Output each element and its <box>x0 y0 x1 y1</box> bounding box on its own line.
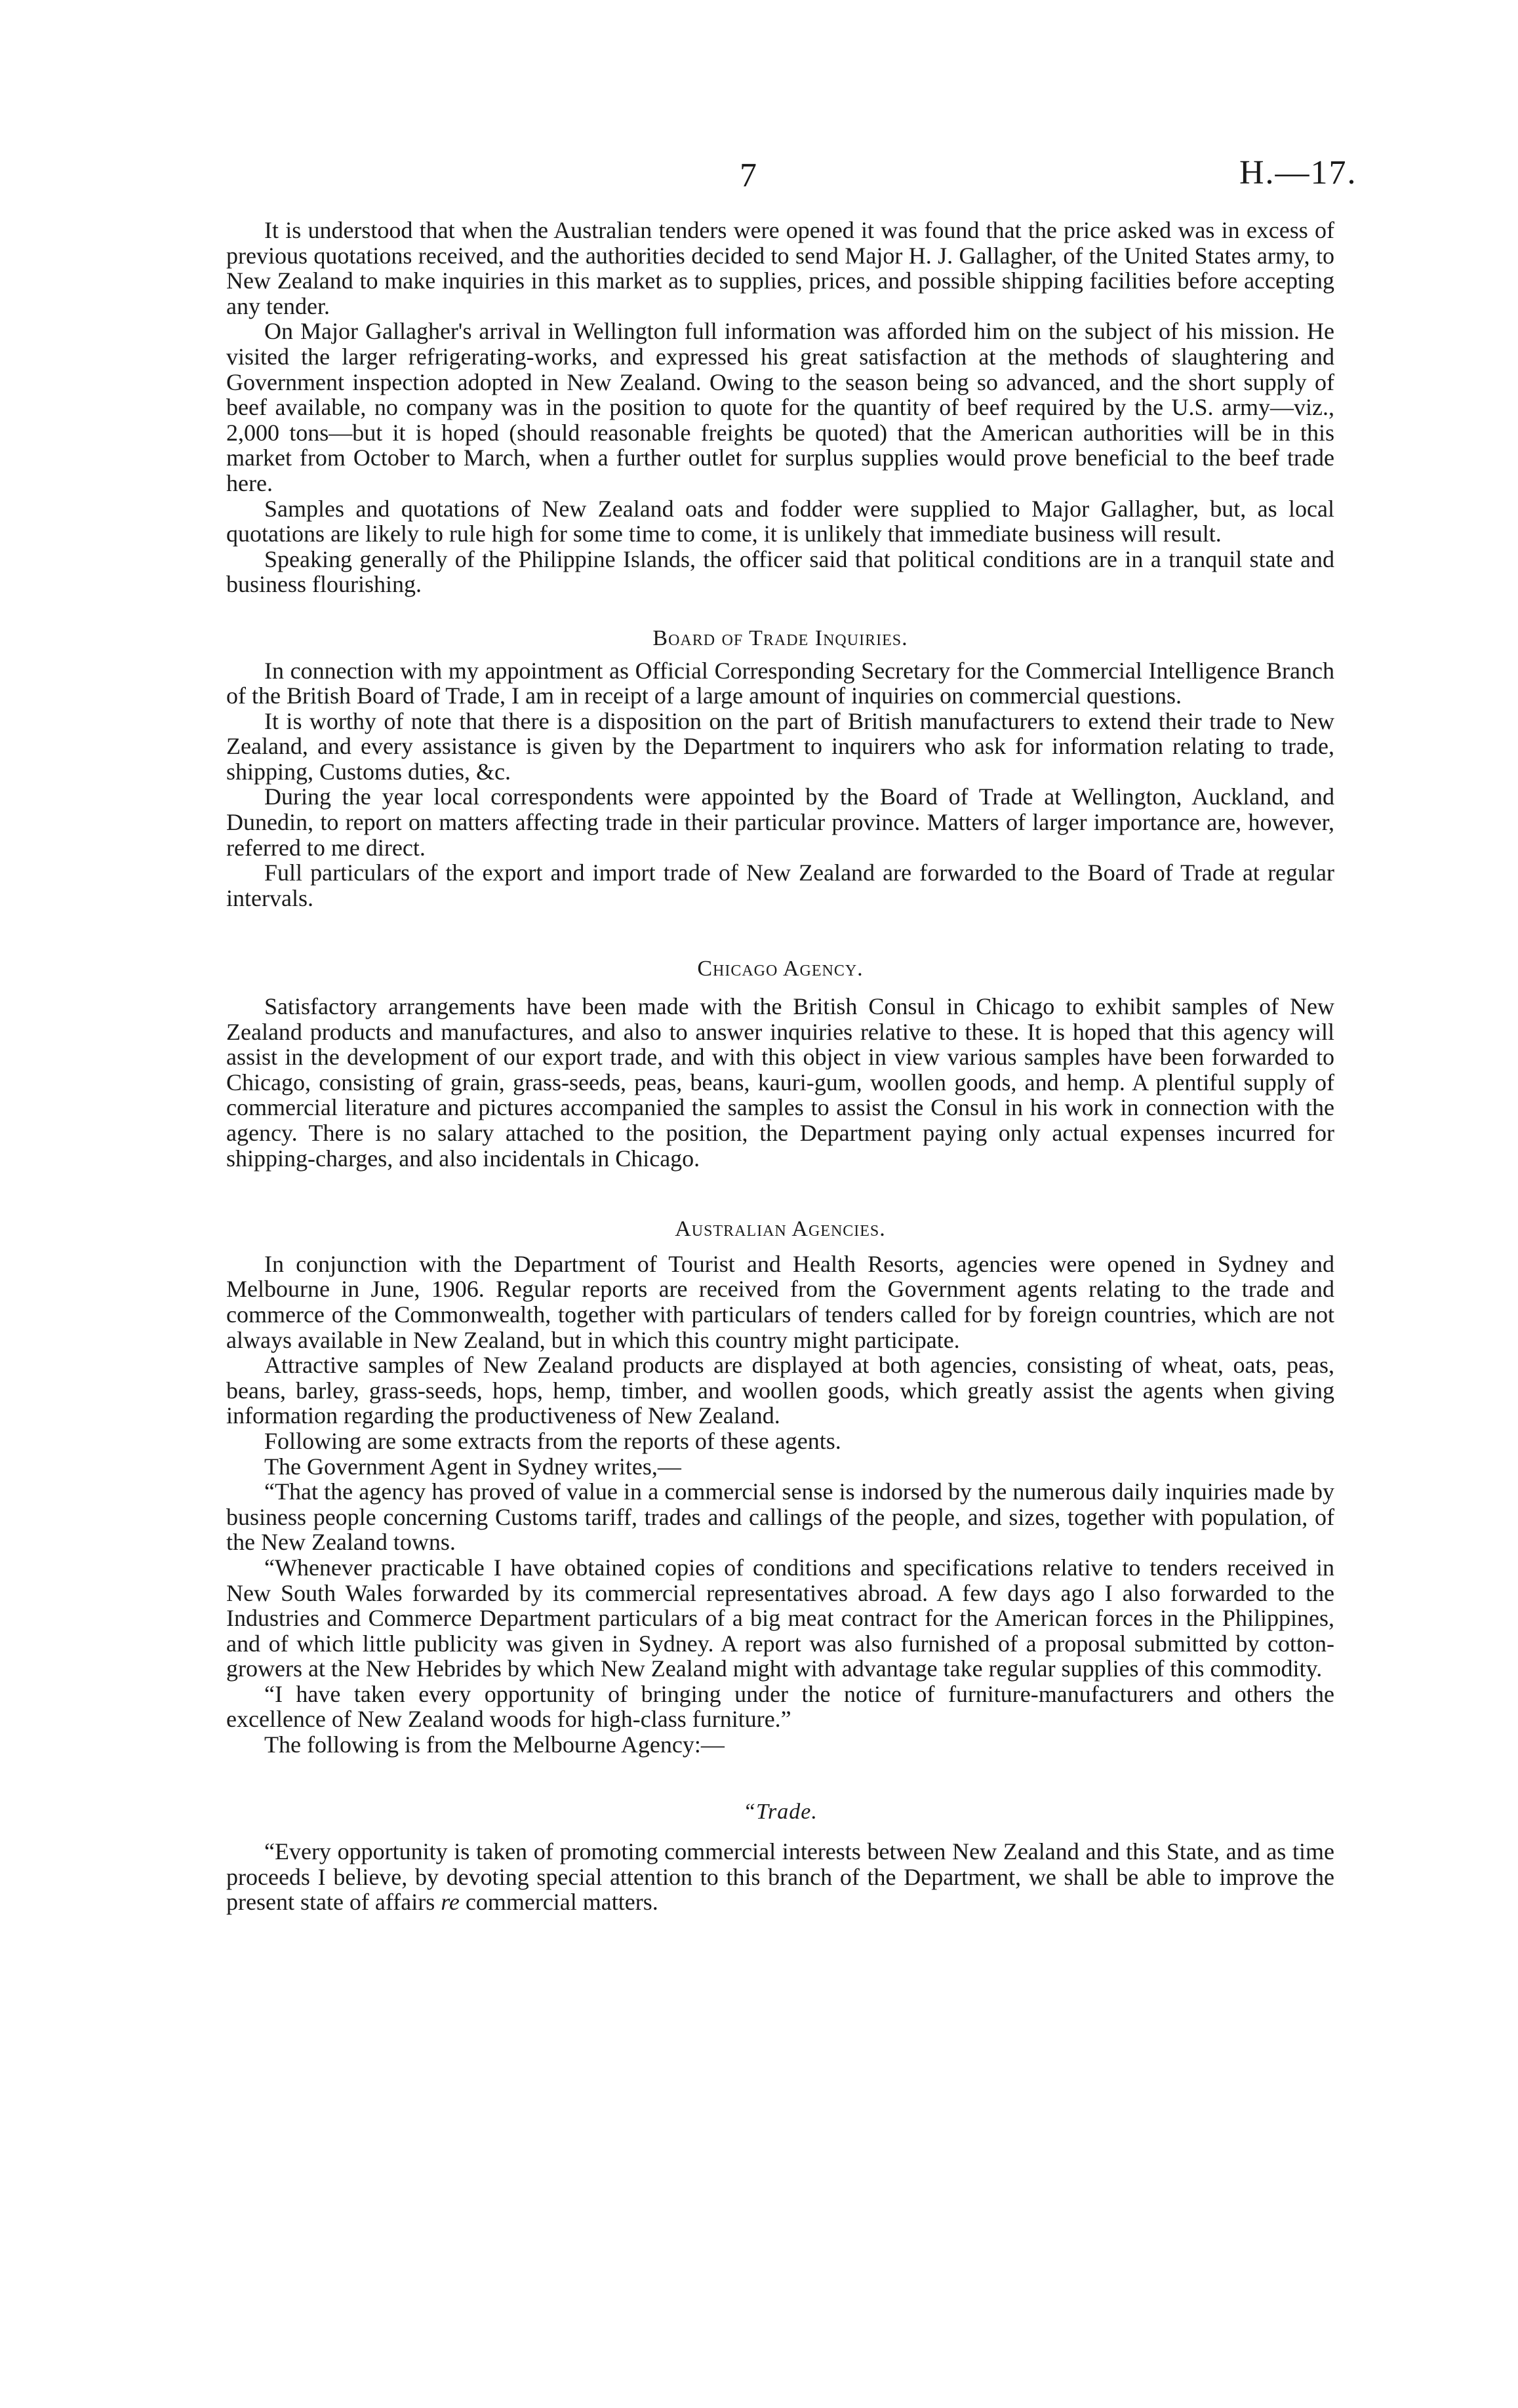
section-heading-board-of-trade: Board of Trade Inquiries. <box>652 625 908 650</box>
paragraph: Satisfactory arrangements have been made with the British Consul in Chicago to exhibit samples of New Zealand products and manufactures, and also to answer inquiries relative to these. It is hoped that this agency will assist in the development of our export trade, and with this object in view various samples have been forwarded to Chicago, consisting of grain, grass-seeds, peas, beans, kauri-gum, woollen goods, and hemp. A plentiful supply of commercial literature and pictures accompanied the samples to assist the Consul in his work in connection with the agency. There is no salary attached to the position, the Department paying only actual expenses incurred for shipping-charges, and also incidentals in Chicago. <box>226 993 1334 1172</box>
paragraph: In connection with my appointment as Official Corresponding Secretary for the Commercial Intelligence Branch of the British Board of Trade, I am in receipt of a large amount of inquiries on commercial questions. <box>226 657 1334 709</box>
paragraph: It is worthy of note that there is a disposition on the part of British manufacturers to extend their trade to New Zealand, and every assistance is given by the Department to inquirers who ask for information relating to trade, shipping, Customs duties, &c. <box>226 707 1334 785</box>
paragraph: Speaking generally of the Philippine Islands, the officer said that political conditions are in a tranquil state and business flourishing. <box>226 545 1334 598</box>
quote-paragraph: “Whenever practicable I have obtained copies of conditions and specifications relative to tenders received in New South Wales forwarded by its commercial representatives abroad. A few days ago I also forwarded to the Industries and Commerce Department particulars of a big meat contract for the American forces in the Philippines, and of which little publicity was given in Sydney. A report was also furnished of a proposal submitted by cotton-growers at the New Hebrides by which New Zealand might with advantage take regular supplies of this commodity. <box>226 1554 1334 1682</box>
section-heading-trade <box>226 1800 1334 1825</box>
page-body <box>226 218 1334 1915</box>
section-heading-chicago: Chicago Agency. <box>697 957 864 981</box>
paragraph: Full particulars of the export and import trade of New Zealand are forwarded to the Board of Trade at regular intervals. <box>226 859 1334 911</box>
quote-paragraph: “That the agency has proved of value in a commercial sense is indorsed by the numerous daily inquiries made by business people concerning Customs tariff, trades and callings of the people, and sizes, together with population, of the New Zealand towns. <box>226 1478 1334 1556</box>
trade-text-end: commercial matters. <box>465 1889 658 1916</box>
document-reference: H.—17. <box>1239 154 1357 191</box>
paragraph: Attractive samples of New Zealand products are displayed at both agencies, consisting of wheat, oats, peas, beans, barley, grass-seeds, hops, hemp, timber, and woollen goods, which greatly assist the agents when giving information regarding the productiveness of New Zealand. <box>226 1352 1334 1429</box>
paragraph: Following are some extracts from the reports of these agents. <box>264 1427 841 1454</box>
paragraph: It is understood that when the Australian tenders were opened it was found that the price asked was in excess of previous quotations received, and the authorities decided to send Major H. J. Gallagher, of the United States army, to New Zealand to make inquiries in this market as to supplies, prices, and possible shipping facilities before accepting any tender. <box>226 217 1334 319</box>
paragraph: The following is from the Melbourne Agency:— <box>264 1731 725 1758</box>
paragraph: On Major Gallagher's arrival in Wellington full information was afforded him on the subject of his mission. He visited the larger refrigerating-works, and expressed his great satisfaction at the methods of slaughtering and Government inspection adopted in New Zealand. Owing to the season being so advanced, and the short supply of beef available, no company was in the position to quote for the quantity of beef required by the U.S. army—viz., 2,000 tons—but it is hoped (should reasonable freights be quoted) that the American authorities will be in this market from October to March, when a further outlet for surplus supplies would prove beneficial to the beef trade here. <box>226 318 1334 496</box>
trade-text-italic: re <box>441 1889 460 1916</box>
page-number: 7 <box>740 157 757 194</box>
quote-paragraph: “I have taken every opportunity of bringing under the notice of furniture-manufacturers and others the excellence of New Zealand woods for high-class furniture.” <box>226 1680 1334 1733</box>
paragraph: Samples and quotations of New Zealand oats and fodder were supplied to Major Gallagher, but, as local quotations are likely to rule high for some time to come, it is unlikely that immediate business will result. <box>226 495 1334 547</box>
paragraph: In conjunction with the Department of Tourist and Health Resorts, agencies were opened in Sydney and Melbourne in June, 1906. Regular reports are received from the Government agents relating to the trade and commerce of the Commonwealth, together with particulars of tenders called for by foreign countries, which are not always available in New Zealand, but in which this country might participate. <box>226 1250 1334 1353</box>
quote-paragraph <box>226 1839 1334 1915</box>
section-heading-australian: Australian Agencies. <box>675 1217 886 1242</box>
trade-text-start: “Every opportunity is taken of promoting commercial interests between New Zealand and this State, and as time proceeds I believe, by devoting special attention to this branch of the Department, we shall be able to improve the present state of affairs <box>226 1838 1334 1916</box>
paragraph: During the year local correspondents were appointed by the Board of Trade at Wellington, Auckland, and Dunedin, to report on matters affecting trade in their particular province. Matters of larger importance are, however, referred to me direct. <box>226 783 1334 861</box>
trade-heading-text: “Trade. <box>743 1799 818 1824</box>
paragraph: The Government Agent in Sydney writes,— <box>264 1453 681 1480</box>
